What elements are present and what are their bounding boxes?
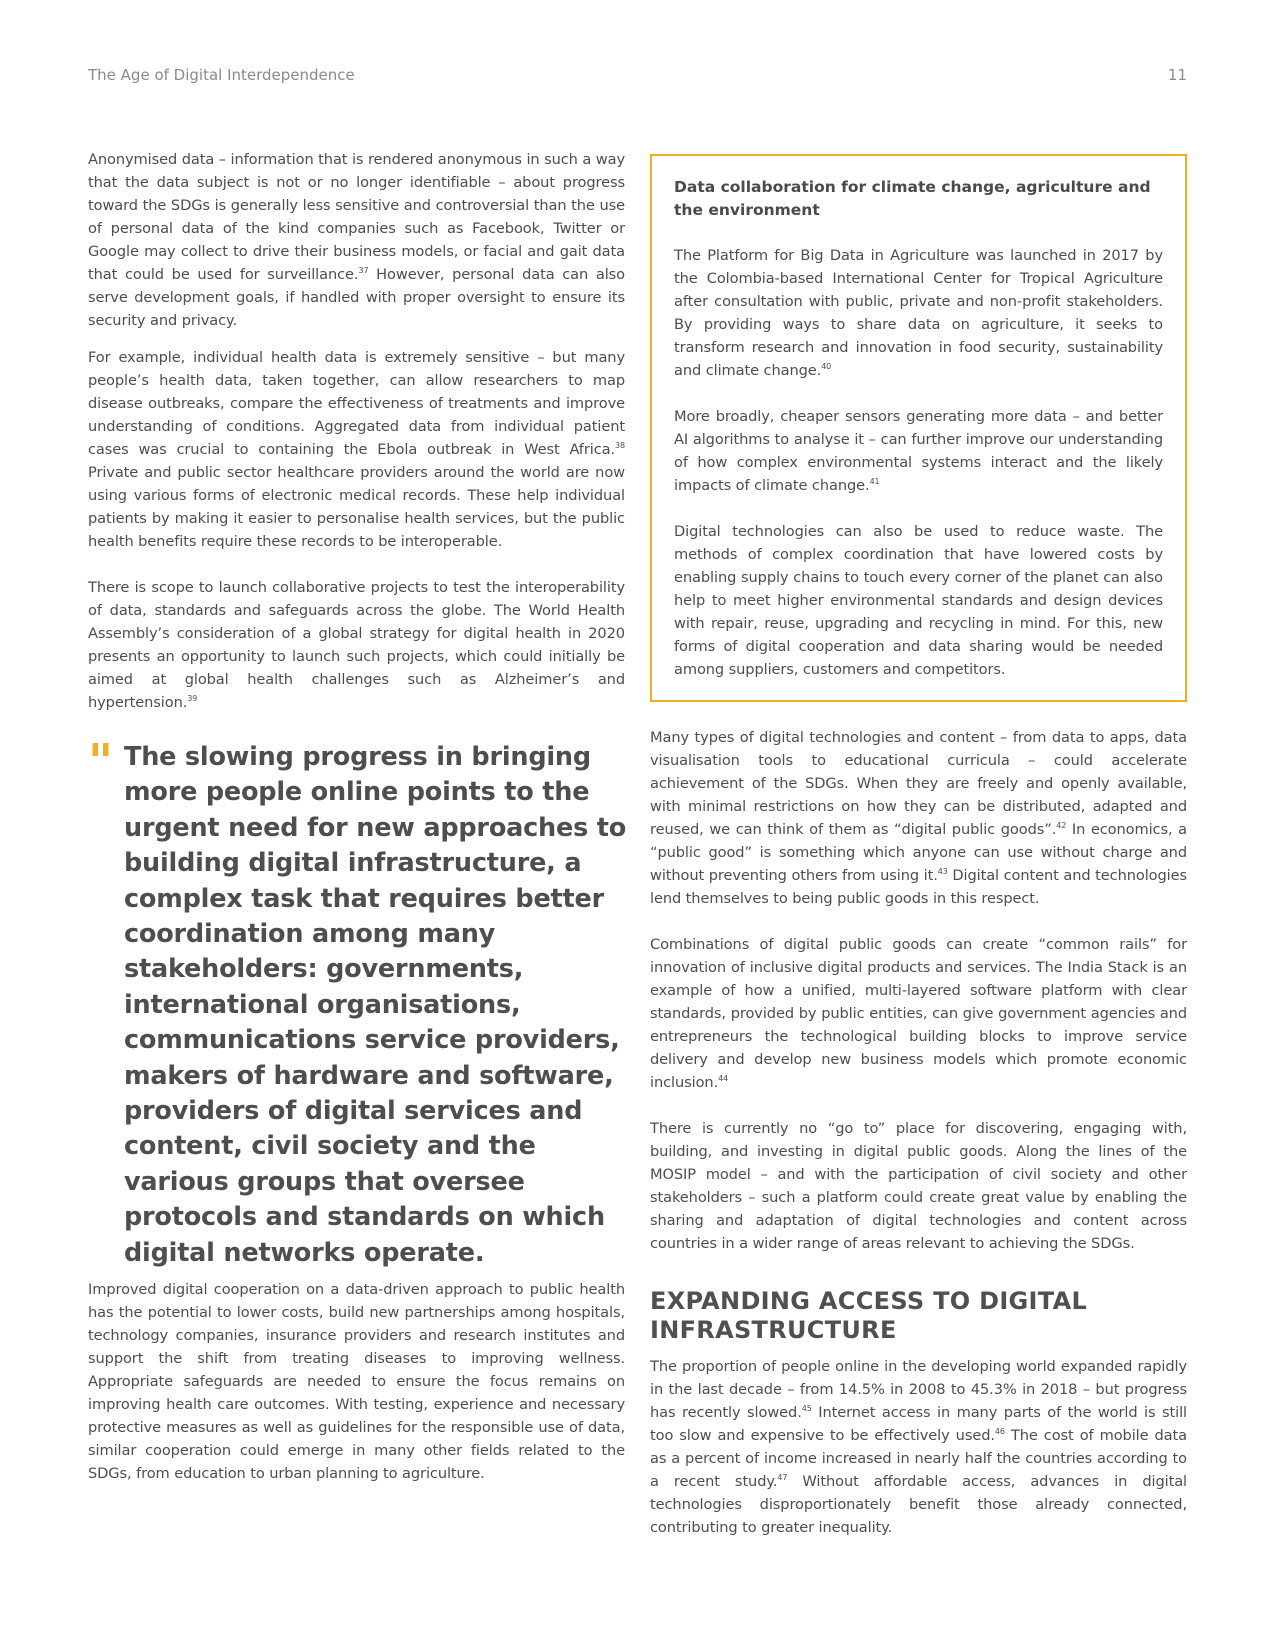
box-paragraph-sensors: More broadly, cheaper sensors generating more data – and better AI algorithms to analyse it – can further improve our understanding of how complex environmental systems interact and the likely impacts of climate change.$^{41}$ xyxy=(674,408,1163,494)
footnote-ref[interactable]: 37 xyxy=(358,266,369,275)
page-number: 11 xyxy=(1167,66,1187,84)
footnote-ref[interactable]: 42 xyxy=(1056,821,1067,830)
box-paragraph-reduce-waste: Digital technologies can also be used to reduce waste. The methods of complex coordination that have lowered costs by enabling supply chains to touch every corner of the planet can also help to meet higher environmental standards and design devices with repair, reuse, upgrading and recycling in mind. For this, new forms of digital cooperation and data sharing would be needed among suppliers, customers and competitors. xyxy=(674,523,1163,678)
paragraph-go-to-place: There is currently no “go to” place for discovering, engaging with, building, and investing in digital public goods. Along the lines of the MOSIP model – and with the participation of civil society and other stakeholders – such a platform could create great value by enabling the sharing and adaptation of digital technologies and content across countries in a wider range of areas relevant to achieving the SDGs. xyxy=(650,1120,1187,1252)
footnote-ref[interactable]: 44 xyxy=(718,1074,729,1083)
section-heading: EXPANDING ACCESS TO DIGITAL INFRASTRUCTURE xyxy=(650,1287,1088,1344)
paragraph-anonymised-data: Anonymised data – information that is rendered anonymous in such a way that the data subject is not or no longer identifiable – about progress toward the SDGs is generally less sensitive and controversial than the use of personal data of the kind companies such as Facebook, Twitter or Google may collect to drive their business models, or facial and gait data that could be used for surveillance.$^{37}$ However, personal data can also serve development goals, if handled with proper oversight to ensure its security and privacy. xyxy=(88,151,625,329)
footnote-ref[interactable]: 40 xyxy=(821,362,832,371)
paragraph-interoperability: There is scope to launch collaborative projects to test the interoperability of data, standards and safeguards across the globe. The World Health Assembly’s consideration of a global strategy for digital health in 2020 presents an opportunity to launch such projects, which could initially be aimed at global health challenges such as Alzheimer’s and hypertension.$^{39}$ xyxy=(88,579,625,711)
footnote-ref[interactable]: 43 xyxy=(937,867,948,876)
footnote-ref[interactable]: 45 xyxy=(801,1404,812,1413)
running-header-title: The Age of Digital Interdependence xyxy=(88,66,355,84)
right-column xyxy=(650,726,1187,1539)
quote-mark-icon: " xyxy=(88,734,114,790)
sidebar-box-title: Data collaboration for climate change, agriculture and the environment xyxy=(674,178,1151,219)
footnote-ref[interactable]: 39 xyxy=(187,694,198,703)
footnote-ref[interactable]: 38 xyxy=(615,441,625,450)
left-column-bottom xyxy=(88,1278,625,1485)
footnote-ref[interactable]: 41 xyxy=(869,477,880,486)
paragraph-digital-public-goods: Many types of digital technologies and content – from data to apps, data visualisation tools to educational curricula – could accelerate achievement of the SDGs. When they are freely and openly available, with minimal restrictions on how they can be distributed, adapted and reused, we can think of them as “digital public goods”.$^{42}$ In economics, a “public good” is something which anyone can use without charge and without preventing others from using it.$^{43}$ Digital content and technologies lend themselves to being public goods in this respect. xyxy=(650,729,1188,907)
sidebar-box-data-collaboration xyxy=(650,154,1187,702)
box-paragraph-big-data-agriculture: The Platform for Big Data in Agriculture was launched in 2017 by the Colombia-based International Center for Tropical Agriculture after consultation with public, private and non-profit stakeholders. By providing ways to share data on agriculture, it seeks to transform research and innovation in food security, sustainability and climate change.$^{40}$ xyxy=(674,247,1163,379)
paragraph-health-data: For example, individual health data is extremely sensitive – but many people’s health data, taken together, can allow researchers to map disease outbreaks, compare the effectiveness of treatments and improve understanding of conditions. Aggregated data from individual patient cases was crucial to containing the Ebola outbreak in West Africa.$^{38}$ Private and public sector healthcare providers around the world are now using various forms of electronic medical records. These help individual patients by making it easier to personalise health services, but the public health benefits require these records to be interoperable. xyxy=(88,349,625,550)
paragraph-common-rails: Combinations of digital public goods can create “common rails” for innovation of inclusive digital products and services. The India Stack is an example of how a unified, multi-layered software platform with clear standards, provided by public entities, can give government agencies and entrepreneurs the technological building blocks to improve service delivery and develop new business models which promote economic inclusion.$^{44}$ xyxy=(650,936,1187,1091)
footnote-ref[interactable]: 46 xyxy=(994,1427,1005,1436)
left-column-top xyxy=(88,148,625,714)
paragraph-internet-access: The proportion of people online in the developing world expanded rapidly in the last decade – from 14.5% in 2008 to 45.3% in 2018 – but progress has recently slowed.$^{45}$ Internet access in many parts of the world is still too slow and expensive to be effectively used.$^{46}$ The cost of mobile data as a percent of income increased in nearly half the countries according to a recent study.$^{47}$ Without affordable access, advances in digital technologies disproportionately benefit those already connected, contributing to greater inequality. xyxy=(650,1358,1187,1536)
paragraph-digital-cooperation-health: Improved digital cooperation on a data-driven approach to public health has the potential to lower costs, build new partnerships among hospitals, technology companies, insurance providers and research institutes and support the shift from treating diseases to improving wellness. Appropriate safeguards are needed to ensure the focus remains on improving health care outcomes. With testing, experience and necessary protective measures as well as guidelines for the responsible use of data, similar cooperation could emerge in many other fields related to the SDGs, from education to urban planning to agriculture. xyxy=(88,1281,625,1482)
pull-quote: The slowing progress in bringing more people online points to the urgent need for new approaches to building digital infrastructure, a complex task that requires better coordination among many stakeholders: governments, international organisations, communications service providers, makers of hardware and software, providers of digital services and content, civil society and the various groups that oversee protocols and standards on which digital networks operate. xyxy=(124,742,627,1268)
footnote-ref[interactable]: 47 xyxy=(777,1473,788,1482)
